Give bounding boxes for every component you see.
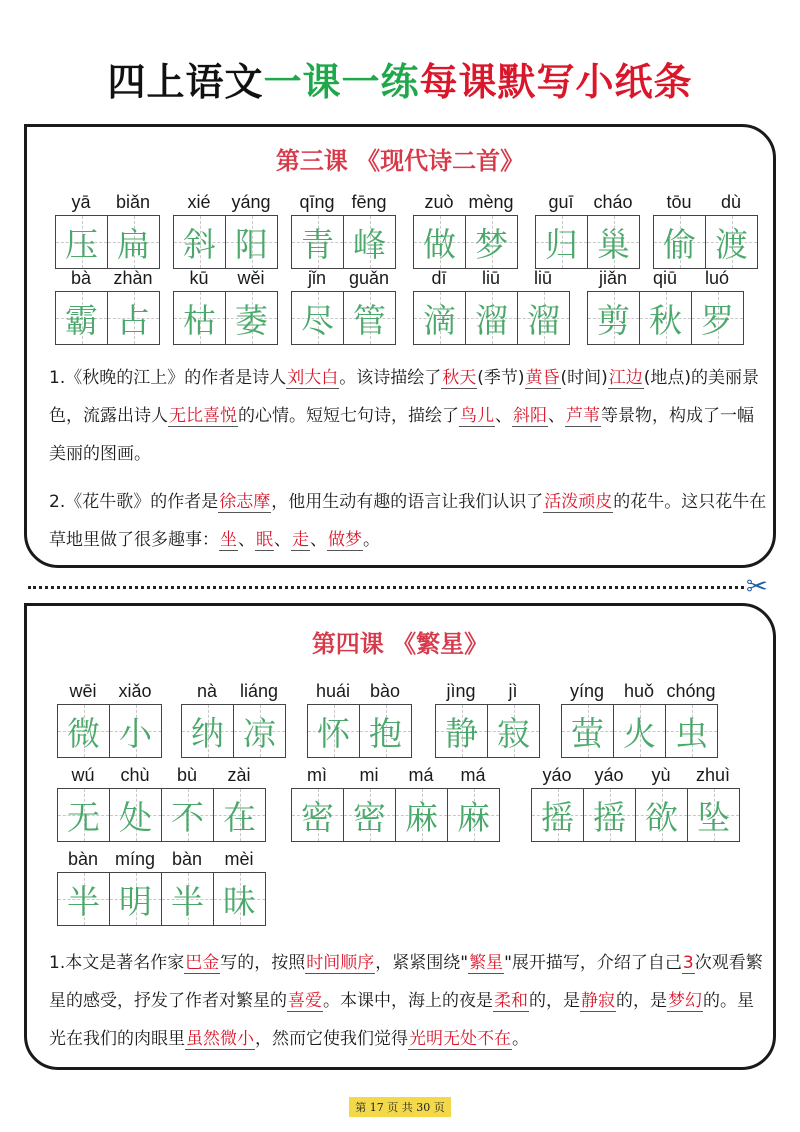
character-cell xyxy=(162,873,214,925)
pinyin: guǎn xyxy=(348,268,390,288)
character-grid xyxy=(307,704,412,758)
character-grid xyxy=(57,872,266,926)
character-cell xyxy=(110,705,162,757)
character: 扁 xyxy=(117,224,150,264)
scissors-icon: ✂ xyxy=(746,572,768,602)
word-group xyxy=(435,680,540,758)
pinyin: xié xyxy=(187,192,211,212)
word-group xyxy=(181,680,286,758)
character-cell xyxy=(308,705,360,757)
character-cell xyxy=(344,292,396,344)
pinyin: bàn xyxy=(67,849,99,869)
character-cell xyxy=(518,292,570,344)
character-grid xyxy=(173,291,278,345)
pinyin-row xyxy=(435,680,540,704)
character: 静 xyxy=(445,713,478,753)
character: 萤 xyxy=(571,713,604,753)
text: 1.本文是著名作家 xyxy=(49,953,185,973)
word-group xyxy=(57,848,266,926)
character: 火 xyxy=(623,713,656,753)
character-cell xyxy=(706,216,758,268)
character: 青 xyxy=(301,224,334,264)
character-cell xyxy=(466,292,518,344)
character: 渡 xyxy=(715,224,748,264)
answer: 黄昏 xyxy=(525,368,560,388)
text: 的。星光在我们的肉眼里 xyxy=(49,991,754,1049)
character: 剪 xyxy=(597,300,630,340)
answer: 3 xyxy=(682,953,694,973)
text: (季节) xyxy=(477,368,525,388)
word-group xyxy=(291,764,500,842)
text: (时间) xyxy=(560,368,608,388)
character: 偷 xyxy=(663,224,696,264)
pinyin-row xyxy=(307,680,412,704)
pinyin: chóng xyxy=(666,681,716,701)
character: 微 xyxy=(67,713,100,753)
character-cell xyxy=(414,292,466,344)
text: 的，是 xyxy=(529,991,580,1011)
character-cell xyxy=(108,292,160,344)
answer: 鸟儿 xyxy=(460,406,494,426)
character-cell xyxy=(234,705,286,757)
page-footer xyxy=(0,1096,800,1117)
text: 、 xyxy=(548,406,565,426)
character: 不 xyxy=(171,797,204,837)
pinyin: luó xyxy=(704,268,730,288)
character-cell xyxy=(58,873,110,925)
character: 纳 xyxy=(191,713,224,753)
answer: 走 xyxy=(292,530,309,550)
character: 明 xyxy=(119,881,152,921)
character-grid xyxy=(55,291,160,345)
character-cell xyxy=(292,789,344,841)
answer: 做梦 xyxy=(328,530,362,550)
pinyin-row xyxy=(531,764,740,788)
pinyin: mèi xyxy=(224,849,254,869)
answer: 秋天 xyxy=(442,368,477,388)
character-grid xyxy=(561,704,718,758)
pinyin-row xyxy=(57,764,266,788)
pinyin: wēi xyxy=(69,681,97,701)
character-grid xyxy=(413,215,518,269)
character-grid xyxy=(291,788,500,842)
pinyin: yáng xyxy=(231,192,271,212)
pinyin: xiǎo xyxy=(118,681,152,701)
character-cell xyxy=(214,789,266,841)
character-grid xyxy=(535,215,640,269)
text: 、 xyxy=(310,530,327,550)
character: 摇 xyxy=(593,797,626,837)
answer: 静寂 xyxy=(581,991,615,1011)
pinyin: mèng xyxy=(468,192,514,212)
pinyin-row xyxy=(561,680,718,704)
text: 次观看繁星的感受，抒发了作者对繁星的 xyxy=(49,953,763,1011)
pinyin: zhuì xyxy=(695,765,731,785)
character-cell xyxy=(396,789,448,841)
pinyin-row xyxy=(413,191,518,215)
character: 坠 xyxy=(697,797,730,837)
character-grid xyxy=(291,215,396,269)
character-cell xyxy=(666,705,718,757)
pinyin-row xyxy=(181,680,286,704)
character-grid xyxy=(653,215,758,269)
answer: 斜阳 xyxy=(513,406,547,426)
character: 半 xyxy=(171,881,204,921)
lesson4-panel xyxy=(24,603,776,1070)
character: 处 xyxy=(119,797,152,837)
word-group xyxy=(413,267,570,345)
character-cell xyxy=(226,216,278,268)
answer: 光明无处不在 xyxy=(409,1029,511,1049)
lesson3-title: 第三课 《现代诗二首》 xyxy=(275,147,525,175)
pinyin-row xyxy=(57,680,162,704)
title-part-1: 四上语文 xyxy=(107,60,264,104)
text: 等景物，构成了一幅美丽的图画。 xyxy=(49,406,754,464)
word-group xyxy=(55,191,160,269)
word-group xyxy=(307,680,412,758)
pinyin: wú xyxy=(71,765,95,785)
lesson3-paragraph-1 xyxy=(49,359,769,473)
pinyin: jìng xyxy=(446,681,476,701)
pinyin: bào xyxy=(369,681,401,701)
text: 2.《花牛歌》的作者是 xyxy=(49,492,219,512)
pinyin: huǒ xyxy=(623,681,655,701)
character-cell xyxy=(692,292,744,344)
pinyin: qīng xyxy=(299,192,335,212)
character-cell xyxy=(110,789,162,841)
pinyin-row xyxy=(413,267,570,291)
pinyin-row xyxy=(291,764,500,788)
character: 昧 xyxy=(223,881,256,921)
character-cell xyxy=(448,789,500,841)
character-cell xyxy=(56,216,108,268)
word-group xyxy=(653,191,758,269)
character: 管 xyxy=(353,300,386,340)
word-group xyxy=(413,191,518,269)
lesson3-panel xyxy=(24,124,776,568)
character-cell xyxy=(562,705,614,757)
character: 摇 xyxy=(541,797,574,837)
pinyin: liū xyxy=(481,268,500,288)
character-grid xyxy=(57,788,266,842)
pinyin: qiū xyxy=(652,268,678,288)
word-group xyxy=(55,267,160,345)
word-group xyxy=(535,191,640,269)
pinyin: kū xyxy=(189,268,209,288)
cut-line xyxy=(28,586,744,589)
pinyin-row xyxy=(587,267,744,291)
character: 罗 xyxy=(701,300,734,340)
character-cell xyxy=(360,705,412,757)
pinyin: bà xyxy=(70,268,92,288)
pinyin: jǐn xyxy=(307,268,326,288)
pinyin: yíng xyxy=(569,681,605,701)
character: 阳 xyxy=(235,224,268,264)
character: 密 xyxy=(301,797,334,837)
text: 、 xyxy=(274,530,291,550)
character: 占 xyxy=(117,300,150,340)
character: 峰 xyxy=(353,224,386,264)
title-part-3: 每课默写小纸条 xyxy=(419,60,693,104)
character-cell xyxy=(58,789,110,841)
answer: 活泼顽皮 xyxy=(544,492,613,512)
character-cell xyxy=(226,292,278,344)
text: ，他用生动有趣的语言让我们认识了 xyxy=(271,492,544,512)
text: ，紧紧围绕" xyxy=(375,953,469,973)
character: 溜 xyxy=(475,300,508,340)
text: 、 xyxy=(238,530,255,550)
character: 枯 xyxy=(183,300,216,340)
character-cell xyxy=(162,789,214,841)
pinyin: má xyxy=(408,765,434,785)
character: 小 xyxy=(119,713,152,753)
pinyin: bù xyxy=(176,765,198,785)
character: 巢 xyxy=(597,224,630,264)
pinyin: zài xyxy=(227,765,251,785)
pinyin: liū xyxy=(533,268,552,288)
pinyin-row xyxy=(173,267,278,291)
title-part-2: 一课一练 xyxy=(263,60,420,104)
pinyin: zuò xyxy=(424,192,454,212)
text: "展开描写，介绍了自己 xyxy=(504,953,682,973)
pinyin: guī xyxy=(548,192,574,212)
character: 做 xyxy=(423,224,456,264)
character-cell xyxy=(292,292,344,344)
character: 寂 xyxy=(497,713,530,753)
pinyin: zhàn xyxy=(113,268,153,288)
character-cell xyxy=(614,705,666,757)
character-grid xyxy=(173,215,278,269)
character-grid xyxy=(181,704,286,758)
character-grid xyxy=(587,291,744,345)
character: 麻 xyxy=(405,797,438,837)
text: (地点)的美丽景色，流露出诗人 xyxy=(49,368,760,426)
character: 抱 xyxy=(369,713,402,753)
word-group xyxy=(561,680,718,758)
pinyin: má xyxy=(460,765,486,785)
character-cell xyxy=(636,789,688,841)
answer: 柔和 xyxy=(494,991,528,1011)
word-group xyxy=(173,191,278,269)
character: 滴 xyxy=(423,300,456,340)
word-group xyxy=(291,267,396,345)
pinyin: dī xyxy=(431,268,447,288)
pinyin-row xyxy=(291,267,396,291)
text: 写的，按照 xyxy=(220,953,306,973)
pinyin: yā xyxy=(71,192,91,212)
word-group xyxy=(173,267,278,345)
character: 溜 xyxy=(527,300,560,340)
character-cell xyxy=(414,216,466,268)
lesson3-paragraph-2 xyxy=(49,483,769,559)
text: 的心情。短短七句诗，描绘了 xyxy=(238,406,459,426)
pinyin-row xyxy=(653,191,758,215)
character: 斜 xyxy=(183,224,216,264)
character-cell xyxy=(584,789,636,841)
character-cell xyxy=(688,789,740,841)
character-grid xyxy=(413,291,570,345)
pinyin: tōu xyxy=(666,192,692,212)
character-cell xyxy=(174,292,226,344)
pinyin: liáng xyxy=(239,681,279,701)
answer: 芦苇 xyxy=(566,406,600,426)
pinyin: nà xyxy=(196,681,218,701)
text: 。该诗描绘了 xyxy=(339,368,442,388)
character-cell xyxy=(182,705,234,757)
character-cell xyxy=(174,216,226,268)
lesson4-paragraph-1 xyxy=(49,944,769,1058)
page-title xyxy=(0,56,800,108)
text: 1.《秋晚的江上》的作者是诗人 xyxy=(49,368,287,388)
character-cell xyxy=(344,216,396,268)
character-grid xyxy=(531,788,740,842)
pinyin: mi xyxy=(359,765,379,785)
pinyin: fēng xyxy=(351,192,387,212)
character-cell xyxy=(214,873,266,925)
character: 凉 xyxy=(243,713,276,753)
character: 尽 xyxy=(301,300,334,340)
text: 的，是 xyxy=(616,991,667,1011)
character-cell xyxy=(58,705,110,757)
pinyin-row xyxy=(535,191,640,215)
answer: 虽然微小 xyxy=(186,1029,254,1049)
answer: 时间顺序 xyxy=(306,953,375,973)
character-cell xyxy=(640,292,692,344)
character: 压 xyxy=(65,224,98,264)
character-cell xyxy=(488,705,540,757)
character-cell xyxy=(108,216,160,268)
character-cell xyxy=(344,789,396,841)
character-cell xyxy=(436,705,488,757)
pinyin-row xyxy=(291,191,396,215)
answer: 眠 xyxy=(256,530,273,550)
pinyin: cháo xyxy=(593,192,633,212)
character: 秋 xyxy=(649,300,682,340)
character-cell xyxy=(588,292,640,344)
pinyin: dù xyxy=(720,192,742,212)
word-group xyxy=(291,191,396,269)
character-grid xyxy=(57,704,162,758)
answer: 无比喜悦 xyxy=(169,406,237,426)
pinyin: mì xyxy=(307,765,327,785)
pinyin: yáo xyxy=(542,765,572,785)
character-cell xyxy=(536,216,588,268)
pinyin: míng xyxy=(114,849,156,869)
character: 梦 xyxy=(475,224,508,264)
character-cell xyxy=(292,216,344,268)
answer: 江边 xyxy=(608,368,643,388)
character-grid xyxy=(435,704,540,758)
pinyin: yù xyxy=(651,765,671,785)
answer: 巴金 xyxy=(185,953,220,973)
pinyin-row xyxy=(55,191,160,215)
answer: 徐志摩 xyxy=(219,492,271,512)
answer: 坐 xyxy=(220,530,237,550)
character: 霸 xyxy=(65,300,98,340)
text: ，然而它使我们觉得 xyxy=(255,1029,408,1049)
pinyin: biǎn xyxy=(115,192,151,212)
character: 萎 xyxy=(235,300,268,340)
answer: 刘大白 xyxy=(287,368,339,388)
word-group xyxy=(57,680,162,758)
character: 半 xyxy=(67,881,100,921)
character: 无 xyxy=(67,797,100,837)
text: 。 xyxy=(512,1029,529,1049)
character-cell xyxy=(532,789,584,841)
character-cell xyxy=(110,873,162,925)
text: 。 xyxy=(363,530,380,550)
character: 麻 xyxy=(457,797,490,837)
word-group xyxy=(587,267,744,345)
text: 、 xyxy=(495,406,512,426)
text: 。本课中，海上的夜是 xyxy=(323,991,493,1011)
character-cell xyxy=(466,216,518,268)
pinyin-row xyxy=(57,848,266,872)
character-cell xyxy=(588,216,640,268)
character: 密 xyxy=(353,797,386,837)
character-grid xyxy=(291,291,396,345)
answer: 喜爱 xyxy=(288,991,322,1011)
pinyin: bàn xyxy=(171,849,203,869)
answer: 繁星 xyxy=(469,953,504,973)
pinyin: wěi xyxy=(237,268,265,288)
text: 的花牛。这只花牛在草地里做了很多趣事： xyxy=(49,492,767,550)
pinyin: jiǎn xyxy=(598,268,628,288)
character: 在 xyxy=(223,797,256,837)
pinyin: chù xyxy=(120,765,150,785)
answer: 梦幻 xyxy=(668,991,702,1011)
character: 欲 xyxy=(645,797,678,837)
page-number: 第 17 页 共 30 页 xyxy=(349,1097,450,1117)
word-group xyxy=(531,764,740,842)
pinyin: huái xyxy=(315,681,351,701)
lesson4-title: 第四课 《繁星》 xyxy=(311,630,489,658)
pinyin-row xyxy=(55,267,160,291)
character-grid xyxy=(55,215,160,269)
character-cell xyxy=(654,216,706,268)
character: 虫 xyxy=(675,713,708,753)
character: 怀 xyxy=(317,713,350,753)
pinyin: yáo xyxy=(594,765,624,785)
word-group xyxy=(57,764,266,842)
character: 归 xyxy=(545,224,578,264)
pinyin: jì xyxy=(508,681,518,701)
character-cell xyxy=(56,292,108,344)
pinyin-row xyxy=(173,191,278,215)
